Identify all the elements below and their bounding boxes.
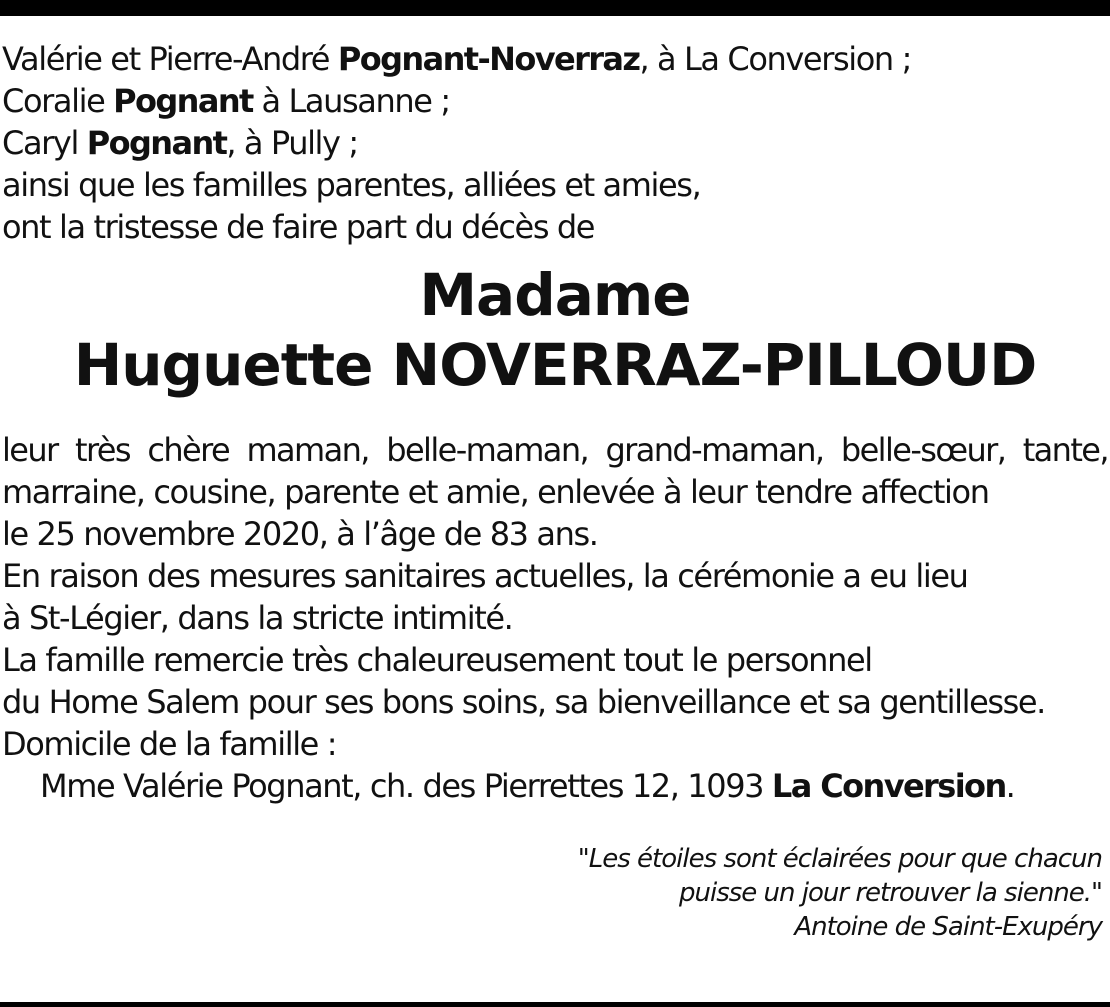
title-honorific: Madame <box>419 261 691 329</box>
obituary-body <box>2 429 1108 807</box>
body-line: du Home Salem pour ses bons soins, sa bienveillance et sa gentillesse. <box>2 683 1045 721</box>
family-name: Pognant <box>86 124 227 162</box>
address-place: La Conversion <box>771 767 1006 805</box>
family-address: Mme Valérie Pognant, ch. des Pierrettes 12, 1093 La Conversion. <box>40 767 1015 805</box>
intro-line: Valérie et Pierre-André Pognant-Noverraz, à La Conversion ; <box>2 40 911 78</box>
deceased-name-heading <box>0 260 1110 400</box>
intro-line: ont la tristesse de faire part du décès de <box>2 208 595 246</box>
quote-line: puisse un jour retrouver la sienne." <box>679 878 1102 908</box>
body-word: chère <box>147 431 230 469</box>
body-line <box>2 429 1108 471</box>
intro-line: ainsi que les familles parentes, alliées et amies, <box>2 166 701 204</box>
body-word: belle-maman, <box>386 431 589 469</box>
body-line: Domicile de la famille : <box>2 725 337 763</box>
body-word: grand-maman, <box>605 431 824 469</box>
intro-line: Coralie Pognant à Lausanne ; <box>2 82 450 120</box>
quote-line: "Les étoiles sont éclairées pour que chacun <box>577 844 1102 874</box>
family-name: Pognant-Noverraz <box>337 40 640 78</box>
closing-quote <box>578 842 1102 944</box>
quote-author: Antoine de Saint-Exupéry <box>794 912 1102 942</box>
body-word: tante, <box>1022 431 1108 469</box>
body-word: leur <box>2 431 58 469</box>
body-line: En raison des mesures sanitaires actuelles, la cérémonie a eu lieu <box>2 557 968 595</box>
body-word: maman, <box>246 431 369 469</box>
body-word: très <box>75 431 130 469</box>
family-announcement <box>2 38 1102 248</box>
body-line: La famille remercie très chaleureusement tout le personnel <box>2 641 872 679</box>
body-line: le 25 novembre 2020, à l’âge de 83 ans. <box>2 515 598 553</box>
family-name: Pognant <box>113 82 253 120</box>
bottom-rule <box>0 1002 1110 1007</box>
body-line: marraine, cousine, parente et amie, enlevée à leur tendre affection <box>2 473 989 511</box>
title-fullname: Huguette NOVERRAZ-PILLOUD <box>73 331 1037 399</box>
body-word: belle-sœur, <box>840 431 1006 469</box>
intro-line: Caryl Pognant, à Pully ; <box>2 124 358 162</box>
body-line: à St-Légier, dans la stricte intimité. <box>2 599 513 637</box>
top-rule <box>0 0 1110 16</box>
